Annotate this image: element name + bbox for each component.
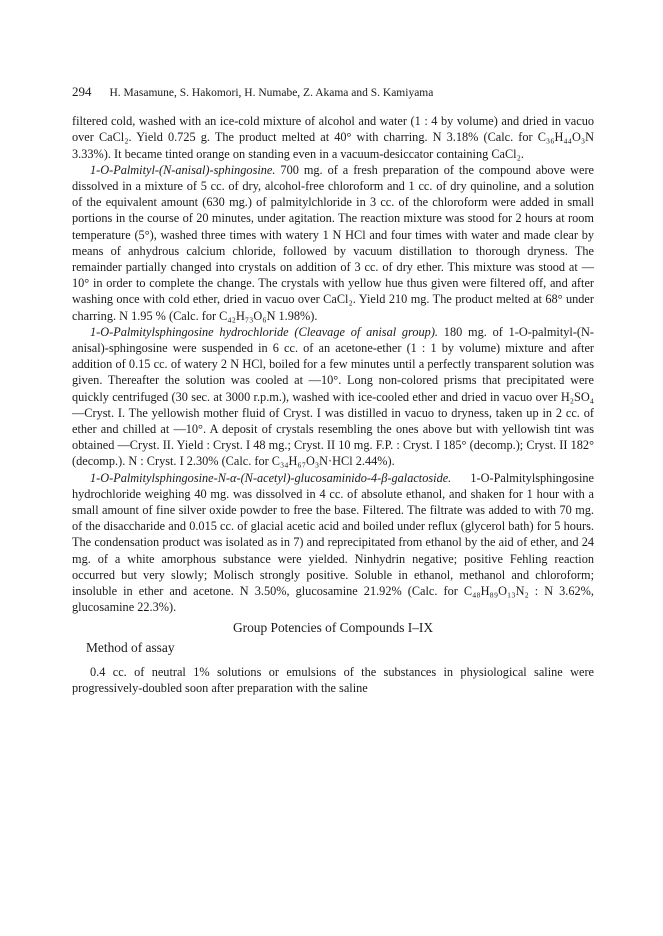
paragraph-galactoside: [72, 470, 594, 616]
paragraph-title: 1-O-Palmitylsphingosine hydrochloride (Cleavage of anisal group).: [90, 324, 439, 339]
paragraph-title: 1-O-Palmitylsphingosine-N-α-(N-acetyl)-glucosaminido-4-β-galactoside.: [90, 470, 452, 485]
paragraph-sphingosine-hydrochloride: [72, 324, 594, 470]
paragraph-continuation: filtered cold, washed with an ice-cold mixture of alcohol and water (1 : 4 by volume) and dried in vacuo over CaCl₂. Yield 0.725 g. The product melted at 40° with charring. N 3.18% (Calc. for C₃₆H₄₄O₃N 3.33%). It became tinted orange on standing even in a vacuum-desiccator containing CaCl₂.: [72, 114, 594, 161]
running-head: [72, 84, 594, 101]
paragraph-method-of-assay: 0.4 cc. of neutral 1% solutions or emulsions of the substances in physiological saline were progressively-doubled soon after preparation with the saline: [72, 664, 594, 696]
paragraph-palmityl-anisal-sphingosine: [72, 162, 594, 324]
paragraph-body: 700 mg. of a fresh preparation of the compound above were dissolved in a mixture of 5 cc. of dry, alcohol-free chloroform and 1 cc. of dry quinoline, and a solution of the equivalent amount (630 mg.) of palmitylchloride in 3 cc. of the chloroform were added in small portions in the course of 20 minutes, under agitation. The reaction mixture was stood for 2 hours at room temperature (5°), washed three times with watery 1 N HCl and four times with water and made clear by means of anhydrous calcium chloride, followed by vacuum distillation to thorough dryness. The remainder partially changed into crystals on addition of 3 cc. of dry ether. This mixture was stood at —10° in order to complete the change. The crystals with yellow hue thus given were filtered off, and after washing once with cold ether, dried in vacuo over CaCl₂. Yield 210 mg. The product melted at 68° under charring. N 1.95 % (Calc. for C₄₂H₇₃O₆N 1.98%).: [72, 162, 594, 323]
paper-page: [72, 84, 594, 696]
subsection-heading: Method of assay: [86, 639, 175, 655]
running-head-authors: H. Masamune, S. Hakomori, H. Numabe, Z. Akama and S. Kamiyama: [109, 87, 434, 99]
paragraph-body: 180 mg. of 1-O-palmityl-(N-anisal)-sphingosine were suspended in 6 cc. of an acetone-ether (1 : 1 by volume) mixture and after addition of 0.15 cc. of watery 2 N HCl, boiled for a few minutes until a perfectly transparent solution was given. Thereafter the solution was cooled at —10°. Long non-colored prisms that precipitated were quickly centrifuged (30 sec. at 3000 r.p.m.), washed with ice-cooled ether and dried in vacuo over H₂SO₄—Cryst. I. The yellowish mother fluid of Cryst. I was distilled in vacuo to dryness, taken up in 2 cc. of ether and chilled at —10°. A deposit of crystals resembling the ones above but with yellowish tint was obtained —Cryst. II. Yield : Cryst. I 48 mg.; Cryst. II 10 mg. F.P. : Cryst. I 185° (decomp.); Cryst. II 182° (decomp.). N : Cryst. I 2.30% (Calc. for C₃₄H₆₇O₃N·HCl 2.44%).: [72, 324, 594, 469]
paragraph-body: 1-O-Palmitylsphingosine hydrochloride weighing 40 mg. was dissolved in 4 cc. of absolute ethanol, and shaken for 1 hour with a small amount of fine silver oxide powder to free the base. Filtered. The filtrate was added to with 70 mg. of the disaccharide and 0.015 cc. of glacial acetic acid and boiled under reflux (glycerol bath) for 5 hours. The condensation product was isolated as in 7) and reprecipitated from ethanol by the aid of ether, and 24 mg. of a white amorphous substance were yielded. Ninhydrin negative; positive Fehling reaction occurred but very slowly; Molisch strongly positive. Soluble in ethanol, methanol and chloroform; insoluble in ether and acetone. N 3.50%, glucosamine 21.92% (Calc. for C₄₈H₈₉O₁₃N₂ : N 3.62%, glucosamine 22.3%).: [72, 470, 594, 615]
section-heading: Group Potencies of Compounds I–IX: [232, 619, 434, 635]
paragraph-title: 1-O-Palmityl-(N-anisal)-sphingosine.: [90, 162, 276, 177]
page-number: 294: [72, 84, 92, 99]
